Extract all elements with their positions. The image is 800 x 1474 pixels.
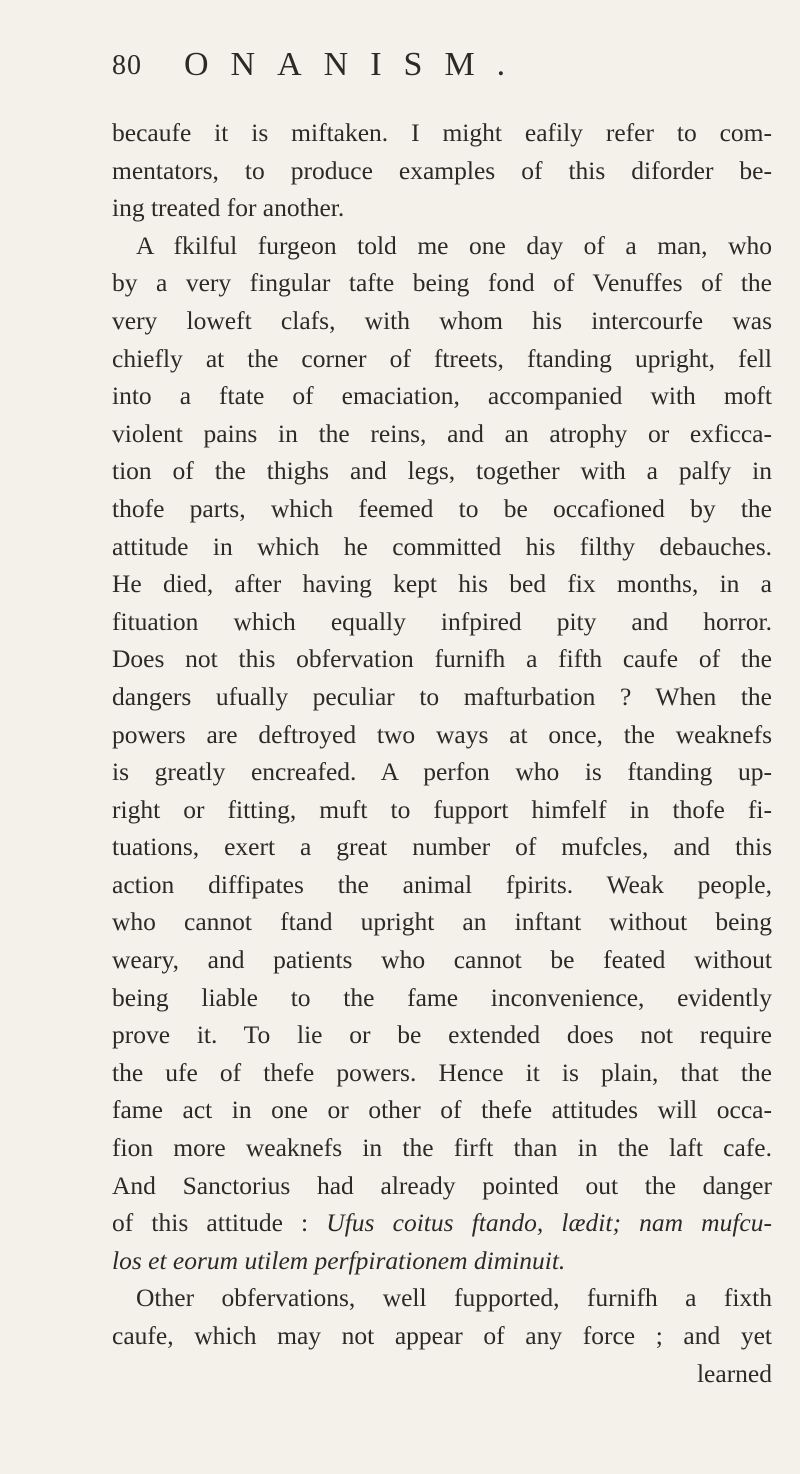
body-text <box>112 114 772 1392</box>
line-text: mentators, to produce examples of this diforder be- <box>112 155 772 185</box>
line-text: A fkilful furgeon told me one day of a man, who <box>136 230 772 260</box>
text-line <box>112 640 772 678</box>
line-text: chiefly at the corner of ftreets, ftanding upright, fell <box>112 343 772 373</box>
line-text: weary, and patients who cannot be feated without <box>112 945 772 975</box>
text-line <box>112 377 772 415</box>
line-text: powers are deftroyed two ways at once, the weaknefs <box>112 719 772 749</box>
text-line <box>112 1167 772 1205</box>
line-text: fame act in one or other of thefe attitudes will occa- <box>112 1095 772 1125</box>
line-text: by a very fingular tafte being fond of Venuffes of the <box>112 268 772 298</box>
text-line <box>112 1204 772 1242</box>
line-text: fion more weaknefs in the firft than in the laft cafe. <box>112 1133 772 1163</box>
text-line <box>112 903 772 941</box>
line-text: is greatly encreafed. A perfon who is ftanding up- <box>112 757 772 787</box>
latin-quotation: los et eorum utilem perfpirationem diminuit. <box>112 1245 566 1275</box>
text-line <box>112 791 772 829</box>
line-text: ing treated for another. <box>112 193 345 223</box>
text-line <box>112 264 772 302</box>
line-text: violent pains in the reins, and an atrophy or exficca- <box>112 418 772 448</box>
line-text: action diffipates the animal fpirits. Weak people, <box>112 869 772 899</box>
line-text: tion of the thighs and legs, together with a palfy in <box>112 456 772 486</box>
line-text: becaufe it is miftaken. I might eafily refer to com- <box>112 118 772 147</box>
page-number: 80 <box>112 50 142 81</box>
text-line <box>112 490 772 528</box>
line-text: tuations, exert a great number of mufcles, and this <box>112 832 772 862</box>
line-text: learned <box>696 1358 772 1388</box>
running-head <box>112 46 752 96</box>
line-text: very loweft clafs, with whom his intercourfe was <box>112 305 772 335</box>
text-line <box>112 415 772 453</box>
line-text: prove it. To lie or be extended does not require <box>112 1020 772 1050</box>
text-line <box>112 1016 772 1054</box>
line-text: attitude in which he committed his filthy debauches. <box>112 531 772 561</box>
text-line <box>112 603 772 641</box>
line-text: into a ftate of emaciation, accompanied with moft <box>112 381 772 411</box>
text-line <box>112 866 772 904</box>
running-title: ONANISM. <box>184 46 528 83</box>
text-line <box>112 678 772 716</box>
text-line <box>112 189 772 227</box>
text-line <box>112 565 772 603</box>
line-text: being liable to the fame inconvenience, evidently <box>112 982 772 1012</box>
line-text: right or fitting, muft to fupport himfelf in thofe fi- <box>112 794 772 824</box>
line-text: Does not this obfervation furnifh a fifth caufe of the <box>112 644 772 674</box>
text-line <box>112 114 772 152</box>
line-text: thofe parts, which feemed to be occafioned by the <box>112 493 772 523</box>
line-text: He died, after having kept his bed fix months, in a <box>112 569 772 599</box>
text-line <box>112 1054 772 1092</box>
line-text: And Sanctorius had already pointed out the danger <box>112 1170 772 1200</box>
text-line <box>112 1129 772 1167</box>
line-text: who cannot ftand upright an inftant without being <box>112 907 772 937</box>
text-line <box>112 227 772 265</box>
text-line <box>112 941 772 979</box>
text-line <box>112 979 772 1017</box>
line-text: Other obfervations, well fupported, furnifh a fixth <box>136 1283 772 1313</box>
text-line <box>112 1317 772 1355</box>
line-text: fituation which equally infpired pity and horror. <box>112 606 772 636</box>
text-line <box>112 452 772 490</box>
text-line <box>112 1091 772 1129</box>
line-text: caufe, which may not appear of any force ; and yet <box>112 1321 772 1350</box>
text-line <box>112 828 772 866</box>
text-line <box>112 1355 772 1393</box>
text-line <box>112 1242 772 1280</box>
text-line <box>112 528 772 566</box>
text-line <box>112 152 772 190</box>
line-text: dangers ufually peculiar to mafturbation ? When the <box>112 681 772 711</box>
text-line <box>112 1279 772 1317</box>
line-text: of this attitude : <box>112 1208 309 1238</box>
text-line <box>112 340 772 378</box>
line-text: the ufe of thefe powers. Hence it is plain, that the <box>112 1057 772 1087</box>
text-line <box>112 302 772 340</box>
latin-quotation: Ufus coitus ftando, lædit; nam mufcu- <box>308 1208 772 1238</box>
text-line <box>112 716 772 754</box>
text-line <box>112 753 772 791</box>
